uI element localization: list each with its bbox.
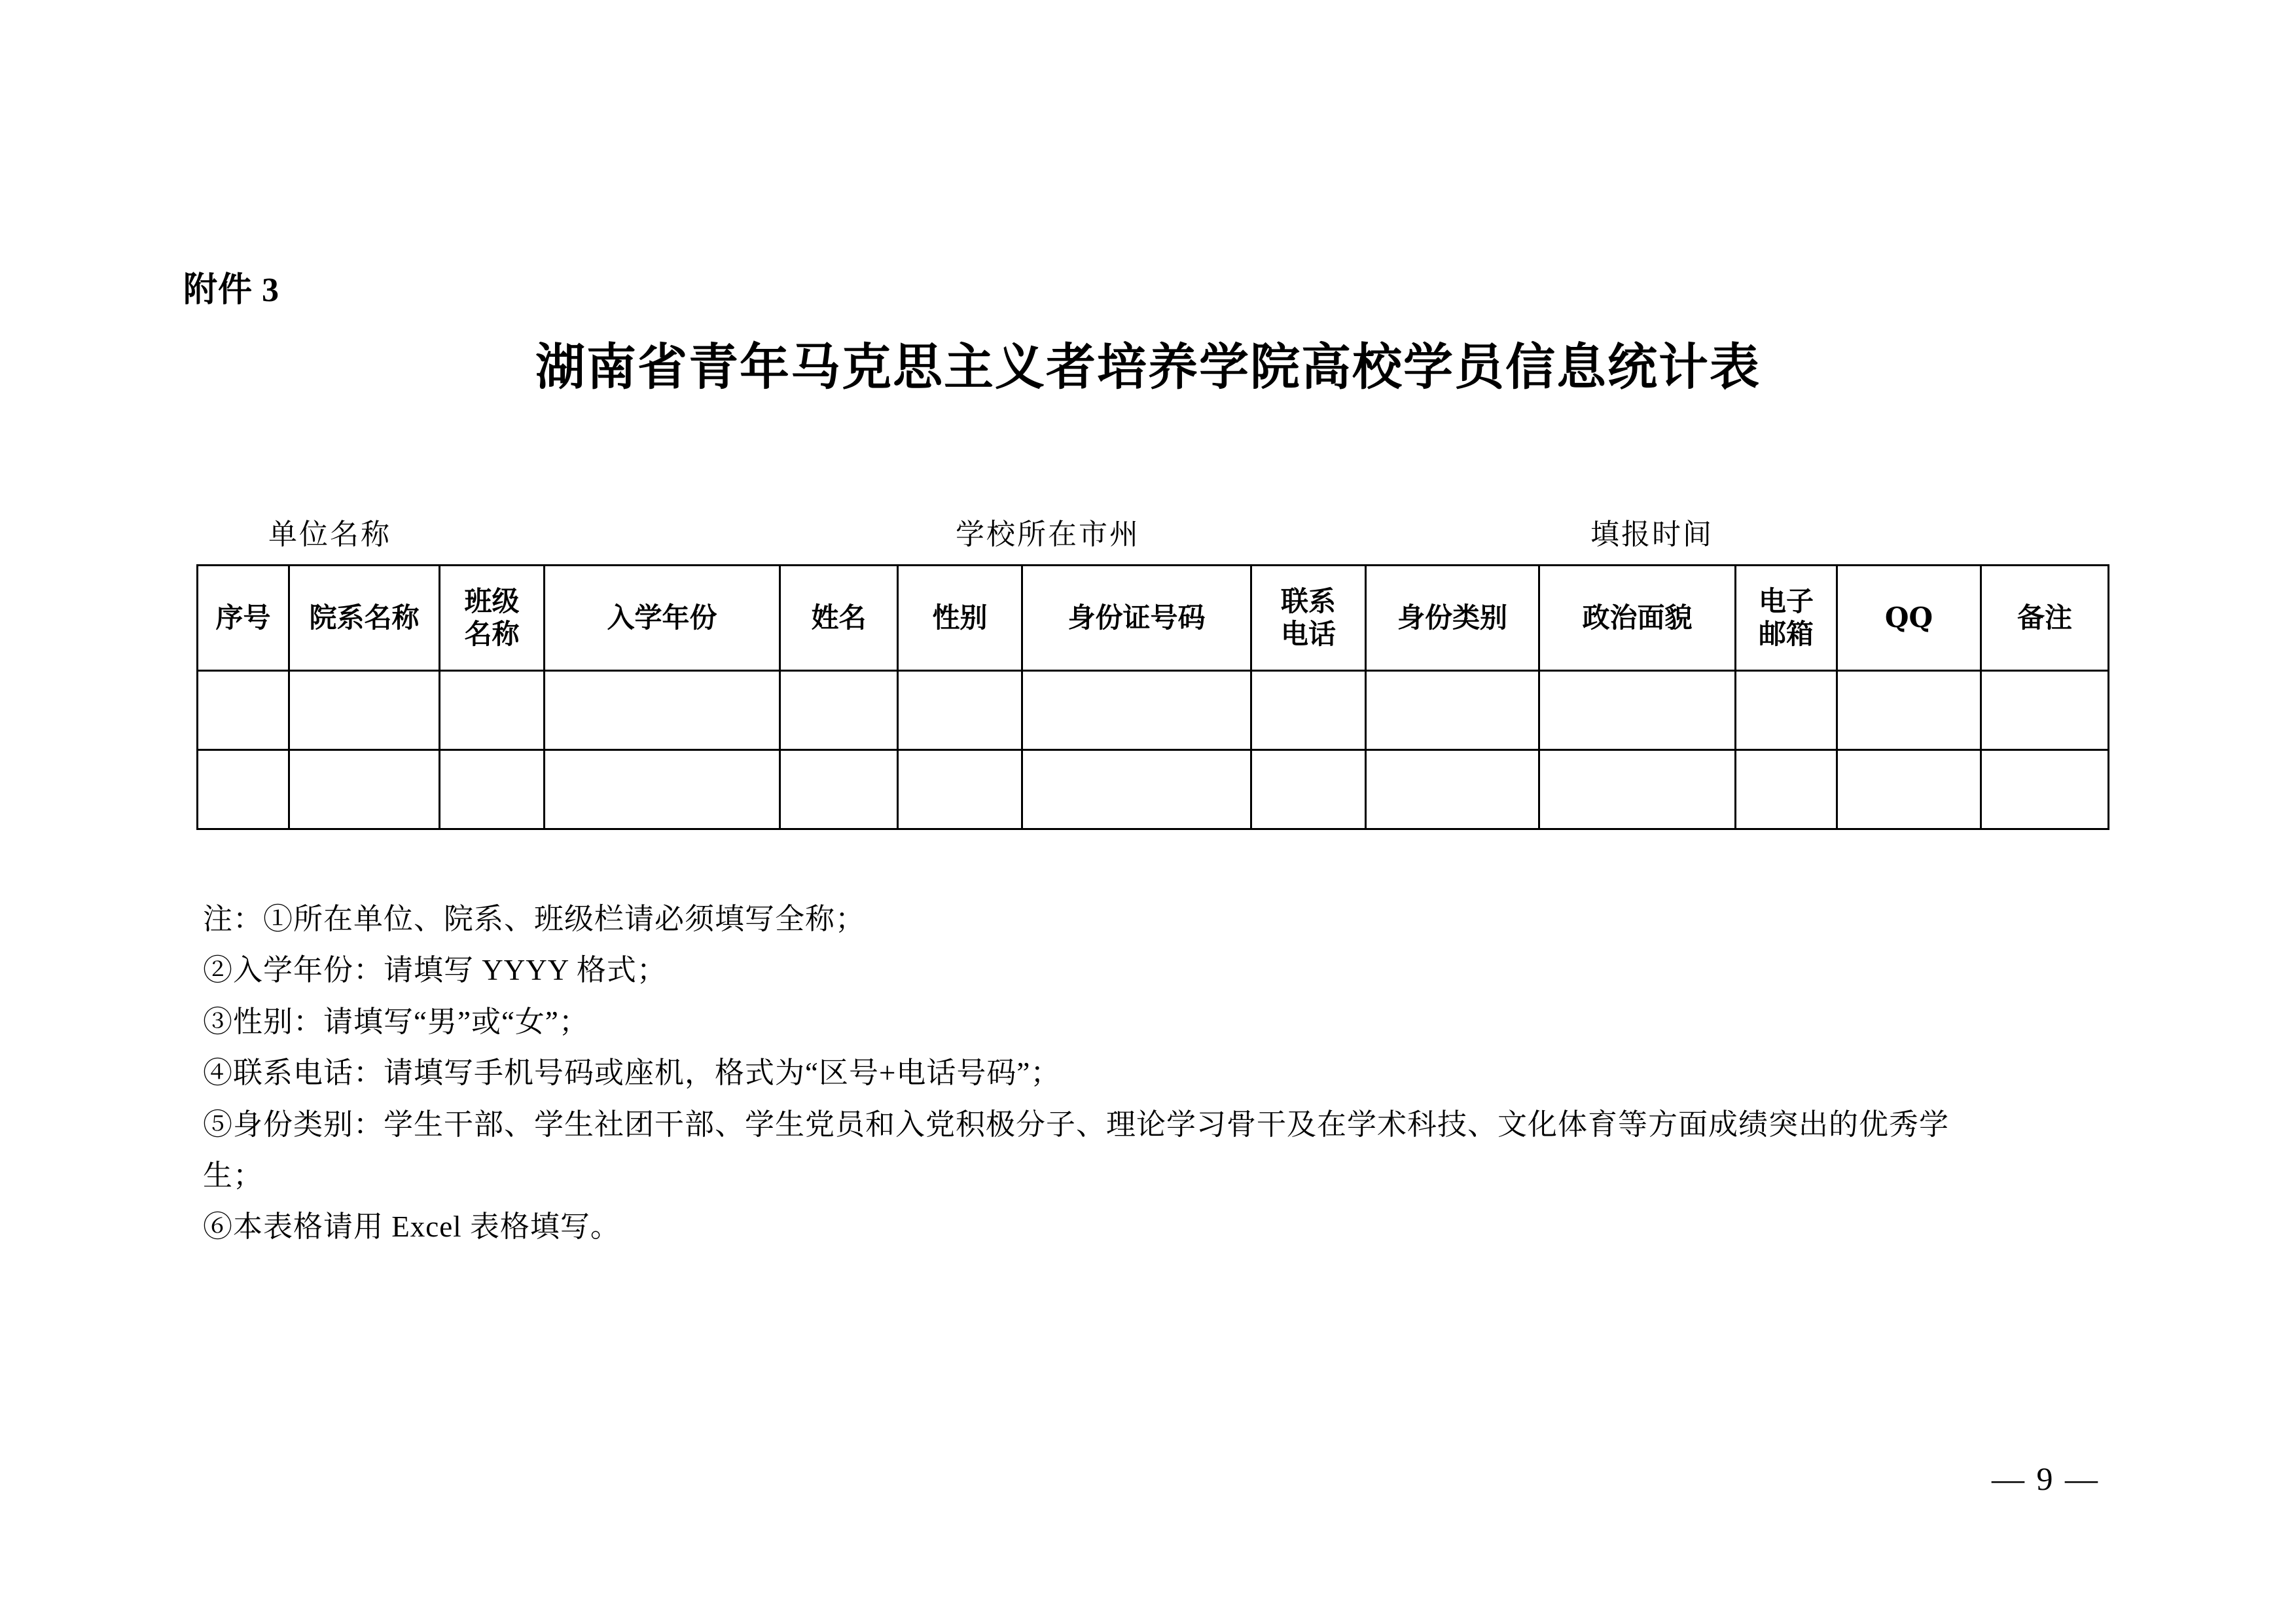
column-header-enroll-year: 入学年份	[545, 566, 780, 671]
cell-qq[interactable]	[1837, 750, 1981, 829]
cell-email[interactable]	[1736, 671, 1837, 750]
column-header-index: 序号	[198, 566, 289, 671]
form-meta-row	[196, 511, 2114, 550]
meta-city-label: 学校所在市州	[956, 518, 1140, 550]
meta-report-time-label: 填报时间	[1590, 518, 1713, 550]
note-line-1: 注：①所在单位、院系、班级栏请必须填写全称；	[203, 903, 866, 935]
cell-gender[interactable]	[898, 671, 1022, 750]
cell-name[interactable]	[780, 750, 898, 829]
column-header-phone: 联系 电话	[1251, 566, 1366, 671]
cell-id-number[interactable]	[1022, 750, 1251, 829]
column-header-name: 姓名	[780, 566, 898, 671]
cell-index[interactable]	[198, 750, 289, 829]
column-header-remark: 备注	[1981, 566, 2109, 671]
note-line-4: ④联系电话：请填写手机号码或座机，格式为“区号+电话号码”；	[203, 1056, 1061, 1090]
cell-class[interactable]	[440, 671, 545, 750]
cell-identity-type[interactable]	[1366, 671, 1539, 750]
attachment-label: 附件 3	[183, 272, 280, 309]
note-line-3: ③性别：请填写“男”或“女”；	[203, 1005, 589, 1038]
column-header-email: 电子 邮箱	[1736, 566, 1837, 671]
note-line-5: ⑤身份类别：学生干部、学生社团干部、学生党员和入党积极分子、理论学习骨干及在学术科技、文化体育等方面成绩突出的优秀学	[203, 1108, 1950, 1141]
cell-qq[interactable]	[1837, 671, 1981, 750]
student-info-table	[196, 564, 2109, 830]
cell-political-status[interactable]	[1539, 671, 1736, 750]
cell-enroll-year[interactable]	[545, 750, 780, 829]
cell-email[interactable]	[1736, 750, 1837, 829]
cell-gender[interactable]	[898, 750, 1022, 829]
table-header-row	[198, 566, 2109, 671]
column-header-political-status: 政治面貌	[1539, 566, 1736, 671]
column-header-gender: 性别	[898, 566, 1022, 671]
cell-id-number[interactable]	[1022, 671, 1251, 750]
cell-department[interactable]	[289, 671, 440, 750]
cell-phone[interactable]	[1251, 750, 1366, 829]
table-row	[198, 750, 2109, 829]
cell-name[interactable]	[780, 671, 898, 750]
page-title: 湖南省青年马克思主义者培养学院高校学员信息统计表	[535, 338, 1761, 396]
table-row	[198, 671, 2109, 750]
note-line-2: ②入学年份：请填写 YYYY 格式；	[203, 954, 667, 987]
cell-enroll-year[interactable]	[545, 671, 780, 750]
note-line-5-continued: 生；	[203, 1159, 264, 1192]
cell-class[interactable]	[440, 750, 545, 829]
cell-index[interactable]	[198, 671, 289, 750]
cell-phone[interactable]	[1251, 671, 1366, 750]
note-line-6: ⑥本表格请用 Excel 表格填写。	[203, 1210, 620, 1244]
cell-identity-type[interactable]	[1366, 750, 1539, 829]
column-header-department: 院系名称	[289, 566, 440, 671]
form-notes	[203, 897, 2140, 1256]
cell-remark[interactable]	[1981, 671, 2109, 750]
column-header-class: 班级 名称	[440, 566, 545, 671]
meta-unit-name-label: 单位名称	[268, 518, 391, 550]
student-info-table-wrapper	[196, 564, 2108, 830]
cell-remark[interactable]	[1981, 750, 2109, 829]
column-header-identity-type: 身份类别	[1366, 566, 1539, 671]
column-header-qq: QQ	[1837, 566, 1981, 671]
page-number: — 9 —	[1992, 1460, 2100, 1497]
cell-political-status[interactable]	[1539, 750, 1736, 829]
cell-department[interactable]	[289, 750, 440, 829]
column-header-id-number: 身份证号码	[1022, 566, 1251, 671]
